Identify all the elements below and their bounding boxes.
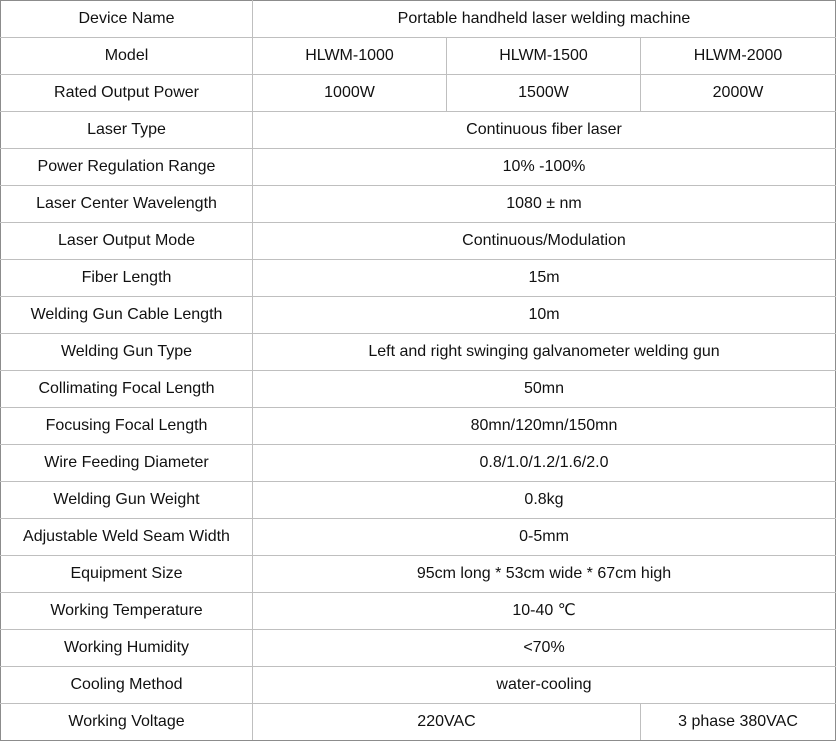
value-focusing-focal-length: 80mn/120mn/150mn: [253, 408, 836, 445]
value-model-2000: HLWM-2000: [641, 38, 836, 75]
value-laser-center-wavelength: 1080 ± nm: [253, 186, 836, 223]
label-wire-feeding-diameter: Wire Feeding Diameter: [1, 445, 253, 482]
row-power-regulation-range: [1, 149, 836, 186]
label-adjustable-weld-seam-width: Adjustable Weld Seam Width: [1, 519, 253, 556]
label-model: Model: [1, 38, 253, 75]
value-laser-output-mode: Continuous/Modulation: [253, 223, 836, 260]
value-power-1500: 1500W: [447, 75, 641, 112]
value-working-humidity: <70%: [253, 630, 836, 667]
row-working-humidity: [1, 630, 836, 667]
row-equipment-size: [1, 556, 836, 593]
label-laser-center-wavelength: Laser Center Wavelength: [1, 186, 253, 223]
value-voltage-three-phase: 3 phase 380VAC: [641, 704, 836, 741]
value-voltage-single-phase: 220VAC: [253, 704, 641, 741]
row-collimating-focal-length: [1, 371, 836, 408]
label-working-humidity: Working Humidity: [1, 630, 253, 667]
label-collimating-focal-length: Collimating Focal Length: [1, 371, 253, 408]
value-cooling-method: water-cooling: [253, 667, 836, 704]
row-device-name: [1, 1, 836, 38]
value-welding-gun-cable-length: 10m: [253, 297, 836, 334]
label-equipment-size: Equipment Size: [1, 556, 253, 593]
value-model-1000: HLWM-1000: [253, 38, 447, 75]
row-laser-center-wavelength: [1, 186, 836, 223]
value-equipment-size: 95cm long * 53cm wide * 67cm high: [253, 556, 836, 593]
value-power-regulation-range: 10% -100%: [253, 149, 836, 186]
value-collimating-focal-length: 50mn: [253, 371, 836, 408]
value-device-name: Portable handheld laser welding machine: [253, 1, 836, 38]
value-welding-gun-type: Left and right swinging galvanometer welding gun: [253, 334, 836, 371]
row-focusing-focal-length: [1, 408, 836, 445]
row-welding-gun-weight: [1, 482, 836, 519]
value-power-2000: 2000W: [641, 75, 836, 112]
value-working-temperature: 10-40 ℃: [253, 593, 836, 630]
label-laser-output-mode: Laser Output Mode: [1, 223, 253, 260]
row-laser-type: [1, 112, 836, 149]
row-working-temperature: [1, 593, 836, 630]
label-fiber-length: Fiber Length: [1, 260, 253, 297]
row-welding-gun-cable-length: [1, 297, 836, 334]
row-welding-gun-type: [1, 334, 836, 371]
label-welding-gun-type: Welding Gun Type: [1, 334, 253, 371]
label-rated-output-power: Rated Output Power: [1, 75, 253, 112]
label-device-name: Device Name: [1, 1, 253, 38]
label-power-regulation-range: Power Regulation Range: [1, 149, 253, 186]
row-wire-feeding-diameter: [1, 445, 836, 482]
label-focusing-focal-length: Focusing Focal Length: [1, 408, 253, 445]
value-wire-feeding-diameter: 0.8/1.0/1.2/1.6/2.0: [253, 445, 836, 482]
value-laser-type: Continuous fiber laser: [253, 112, 836, 149]
label-welding-gun-weight: Welding Gun Weight: [1, 482, 253, 519]
row-working-voltage: [1, 704, 836, 741]
value-power-1000: 1000W: [253, 75, 447, 112]
label-laser-type: Laser Type: [1, 112, 253, 149]
row-fiber-length: [1, 260, 836, 297]
row-rated-output-power: [1, 75, 836, 112]
label-welding-gun-cable-length: Welding Gun Cable Length: [1, 297, 253, 334]
row-laser-output-mode: [1, 223, 836, 260]
row-cooling-method: [1, 667, 836, 704]
label-working-temperature: Working Temperature: [1, 593, 253, 630]
row-adjustable-weld-seam-width: [1, 519, 836, 556]
value-adjustable-weld-seam-width: 0-5mm: [253, 519, 836, 556]
value-model-1500: HLWM-1500: [447, 38, 641, 75]
row-model: [1, 38, 836, 75]
label-cooling-method: Cooling Method: [1, 667, 253, 704]
label-working-voltage: Working Voltage: [1, 704, 253, 741]
value-fiber-length: 15m: [253, 260, 836, 297]
value-welding-gun-weight: 0.8kg: [253, 482, 836, 519]
